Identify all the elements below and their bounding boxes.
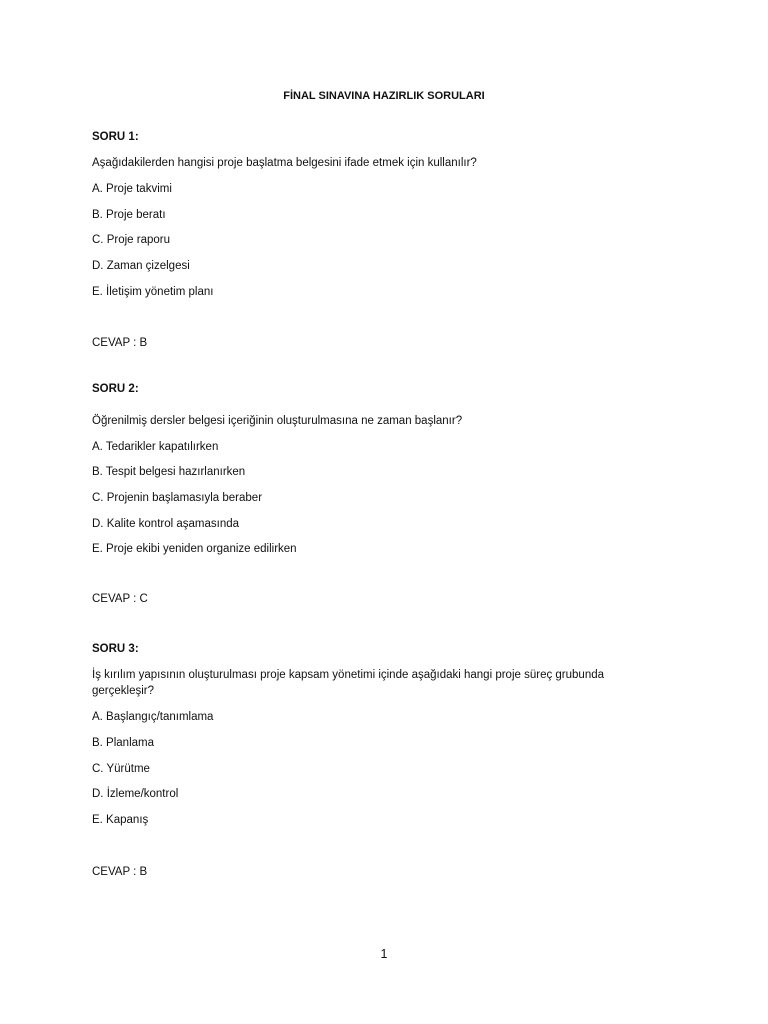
question-2-option-a: A. Tedarikler kapatılırken	[92, 441, 219, 453]
question-3-text: İş kırılım yapısının oluşturulması proje kapsam yönetimi içinde aşağıdaki hangi proje süreç grubunda gerçekleşir?	[92, 669, 605, 697]
page-title: FİNAL SINAVINA HAZIRLIK SORULARI	[283, 90, 485, 102]
question-3-option-b: B. Planlama	[92, 737, 155, 749]
question-1-option-c: C. Proje raporu	[92, 234, 170, 246]
question-1-option-d: D. Zaman çizelgesi	[92, 260, 190, 272]
question-1-heading: SORU 1:	[92, 131, 139, 143]
page-number: 1	[380, 947, 388, 961]
question-1-answer: CEVAP : B	[92, 337, 148, 349]
question-2-text: Öğrenilmiş dersler belgesi içeriğinin oluşturulmasına ne zaman başlanır?	[92, 415, 463, 427]
question-1-option-a: A. Proje takvimi	[92, 183, 172, 195]
question-3-option-a: A. Başlangıç/tanımlama	[92, 711, 214, 723]
question-2-option-e: E. Proje ekibi yeniden organize edilirken	[92, 543, 297, 555]
question-2-heading: SORU 2:	[92, 383, 139, 395]
question-1-option-b: B. Proje beratı	[92, 209, 166, 221]
question-3-option-d: D. İzleme/kontrol	[92, 788, 179, 800]
question-3-heading: SORU 3:	[92, 643, 139, 655]
question-3-option-c: C. Yürütme	[92, 763, 150, 775]
question-3-answer: CEVAP : B	[92, 866, 148, 878]
question-2-option-c: C. Projenin başlamasıyla beraber	[92, 492, 263, 504]
question-2-option-b: B. Tespit belgesi hazırlanırken	[92, 466, 246, 478]
question-1-option-e: E. İletişim yönetim planı	[92, 286, 214, 298]
question-1-text: Aşağıdakilerden hangisi proje başlatma belgesini ifade etmek için kullanılır?	[92, 157, 477, 169]
question-3-option-e: E. Kapanış	[92, 814, 149, 826]
question-2-answer: CEVAP : C	[92, 593, 148, 605]
question-2-option-d: D. Kalite kontrol aşamasında	[92, 518, 240, 530]
